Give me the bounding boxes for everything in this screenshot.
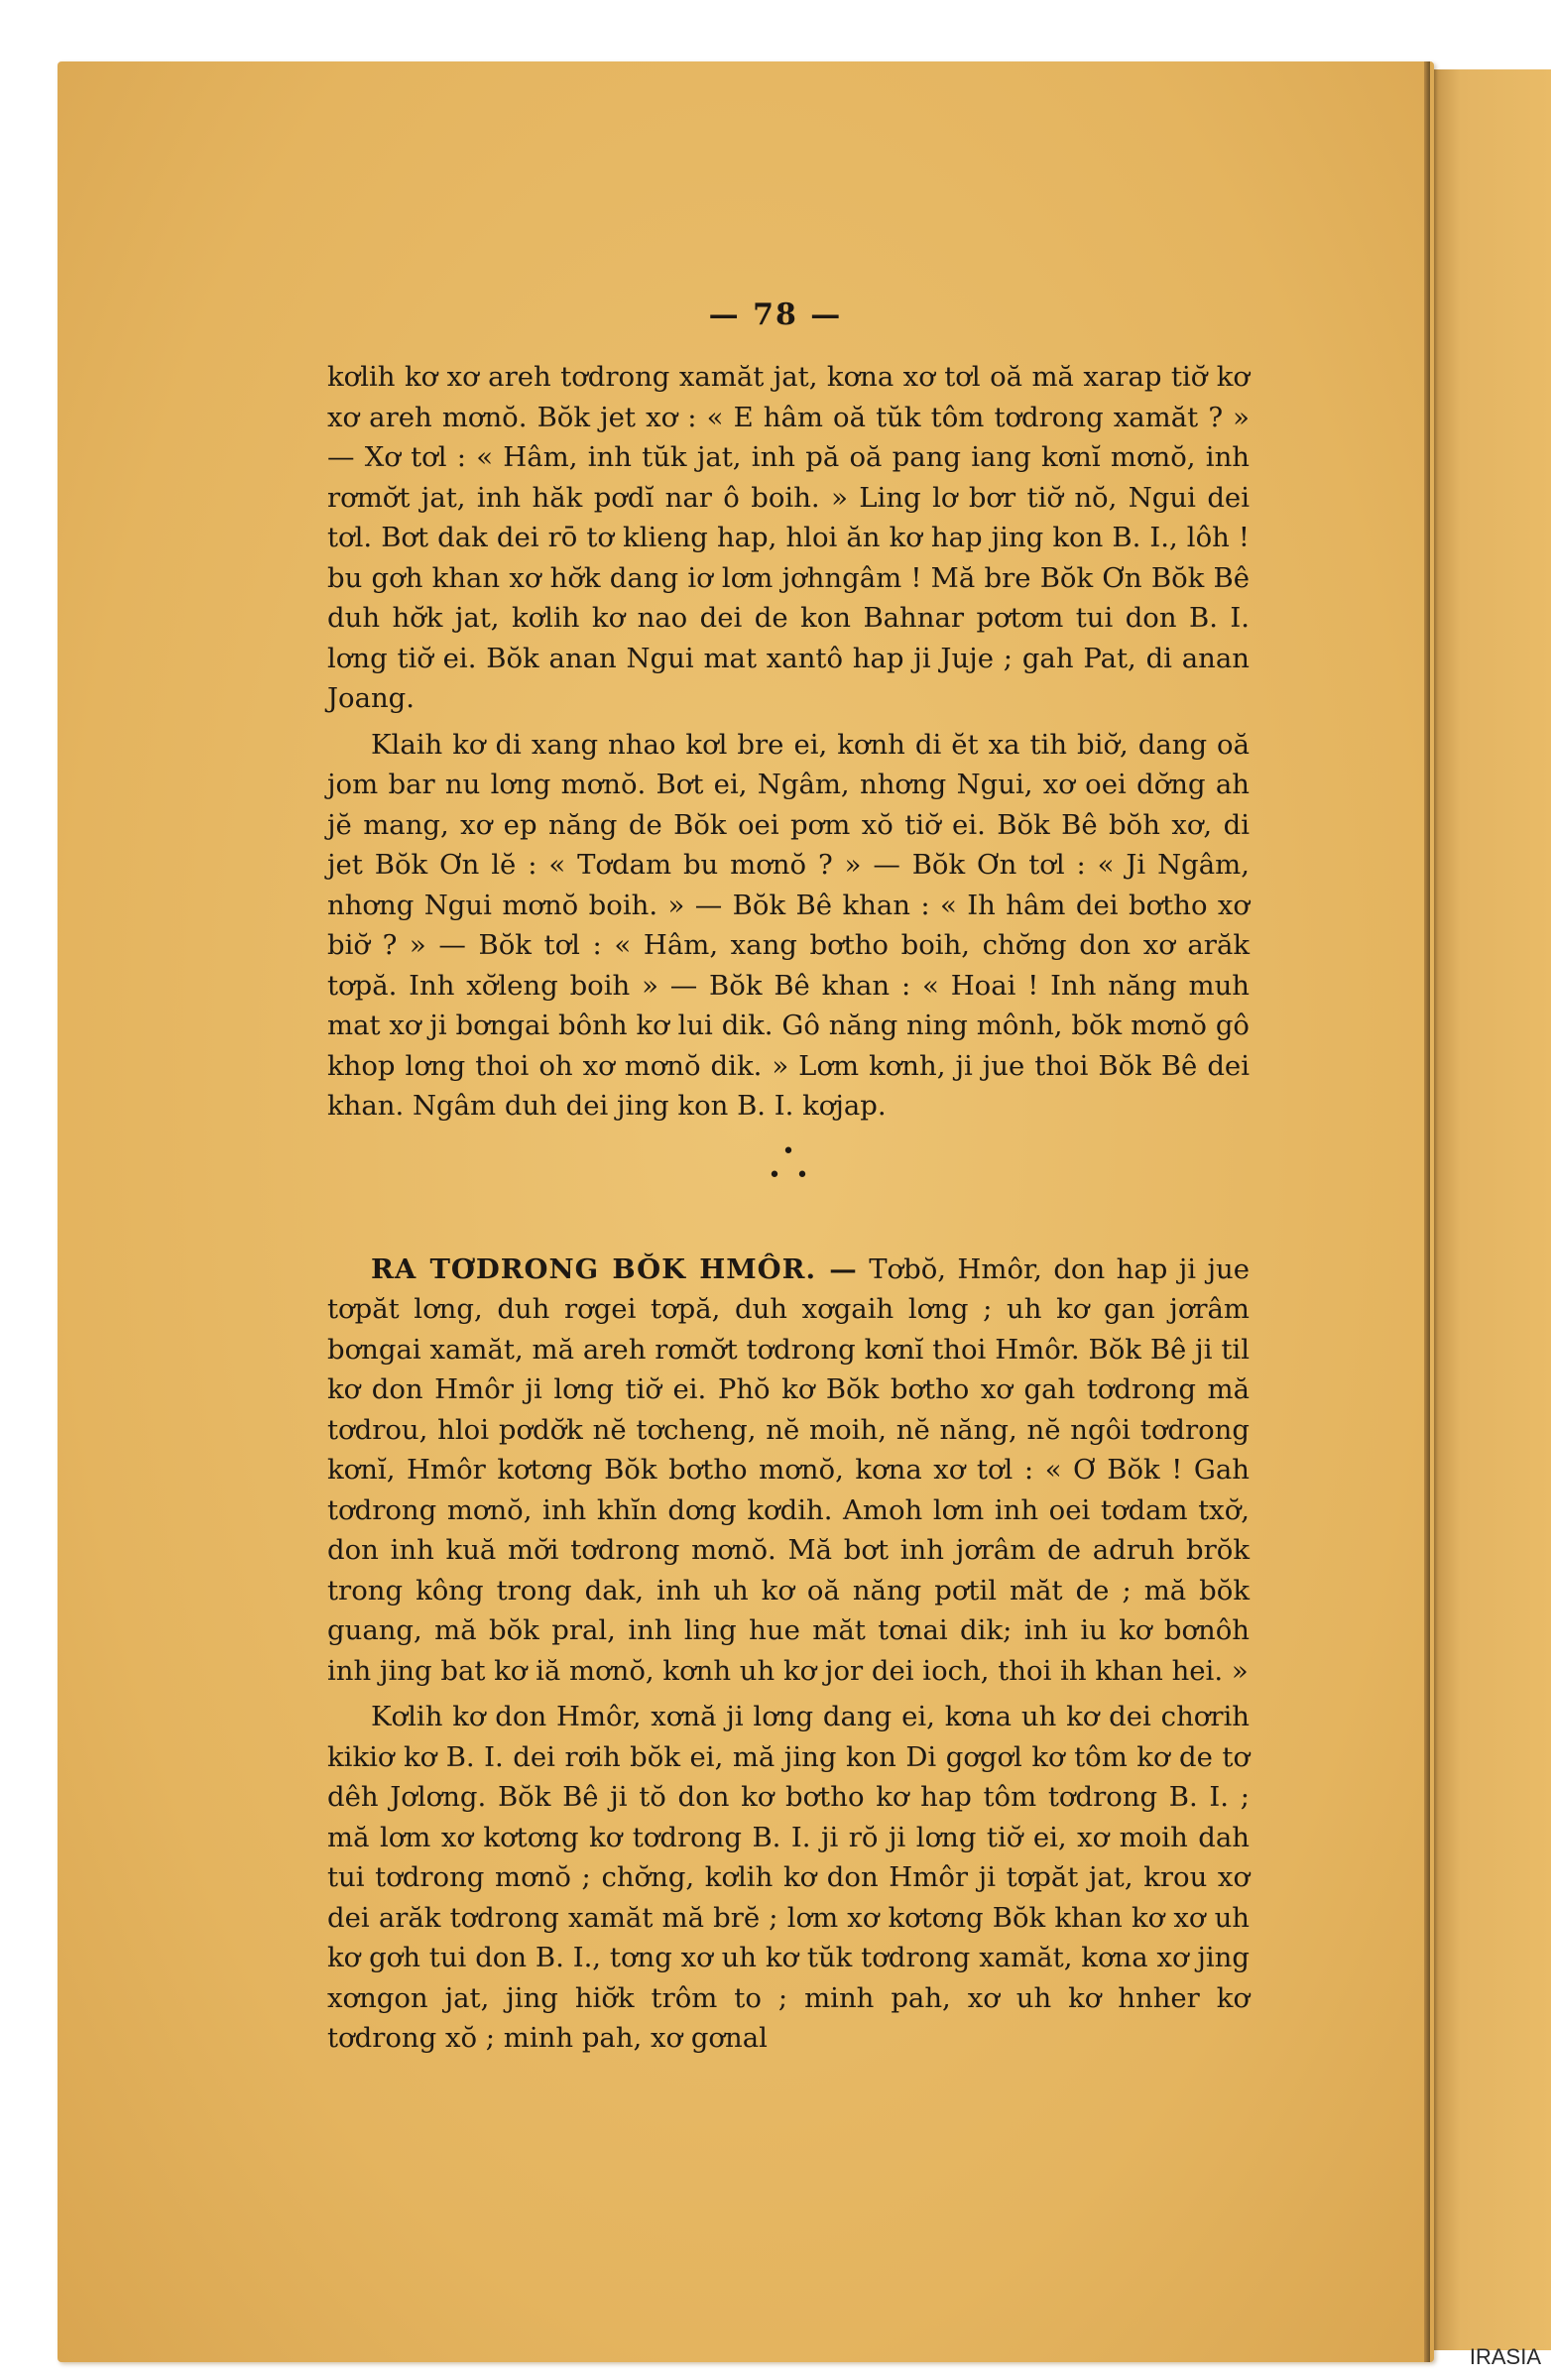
watermark: IRASIA	[1469, 2344, 1541, 2369]
paragraph-4: Kơlih kơ don Hmôr, xơnă ji lơng dang ei, kơna uh kơ dei chơrih kikiơ kơ B. I. dei rơih bŏk ei, mă jing kon Di gơgơl kơ tôm kơ de tơ dêh Jơlơng. Bŏk Bê ji tŏ don kơ bơtho kơ hap tôm tơdrong B. I. ; mă lơm xơ kơtơng kơ tơdrong B. I. ji rŏ ji lơng tiơ̆ ei, xơ moih dah tui tơdrong mơnŏ ; chơ̆ng, kơlih kơ don Hmôr ji tơpăt jat, krou xơ dei arăk tơdrong xamăt mă brĕ ; lơm xơ kơtơng Bŏk khan kơ xơ uh kơ gơh tui don B. I., tơng xơ uh kơ tŭk tơdrong xamăt, kơna xơ jing xơngon jat, jing hiơ̆k trôm to ; minh pah, xơ uh kơ hnher kơ tơdrong xŏ ; minh pah, xơ gơnal	[327, 1701, 1250, 2054]
section-separator: • • •	[768, 1138, 809, 1188]
page-fold	[1424, 61, 1430, 2362]
paragraph-3-text: Tơbŏ, Hmôr, don hap ji jue tơpăt lơng, duh rơgei tơpă, duh xơgaih lơng ; uh kơ gan jơrâm bơngai xamăt, mă areh rơmơ̆t tơdrong kơnĭ thoi Hmôr. Bŏk Bê ji til kơ don Hmôr ji lơng tiơ̆ ei. Phŏ kơ Bŏk bơtho xơ gah tơdrong mă tơdrou, hloi pơdơ̆k nĕ tơcheng, nĕ moih, nĕ năng, nĕ ngôi tơdrong kơnĭ, Hmôr kơtơng Bŏk bơtho mơnŏ, kơna xơ tơl : « Ơ Bŏk ! Gah tơdrong mơnŏ, inh khĭn dơng kơdih. Amoh lơm inh oei tơdam txơ̆, don inh kuă mơ̆i tơdrong mơnŏ. Mă bơt inh jơrâm de adruh brŏk trong kông trong dak, inh uh kơ oă năng pơtil măt de ; mă bŏk guang, mă bŏk pral, inh ling hue măt tơnai dik; inh iu kơ bơnôh inh jing bat kơ iă mơnŏ, kơnh uh kơ jor dei ioch, thoi ih khan hei. »	[327, 1252, 1250, 1687]
next-page-edge	[1430, 69, 1551, 2350]
paragraph-2: Klaih kơ di xang nhao kơl bre ei, kơnh di ĕt xa tih biơ̆, dang oă jom bar nu lơng mơnŏ. Bơt ei, Ngâm, nhơng Ngui, xơ oei dơ̆ng ah jĕ mang, xơ ep năng de Bŏk oei pơm xŏ tiơ̆ ei. Bŏk Bê bŏh xơ, di jet Bŏk Ơn lĕ : « Tơdam bu mơnŏ ? » — Bŏk Ơn tơl : « Ji Ngâm, nhơng Ngui mơnŏ boih. » — Bŏk Bê khan : « Ih hâm dei bơtho xơ biơ̆ ? » — Bŏk tơl : « Hâm, xang bơtho boih, chơ̆ng don xơ arăk tơpă. Inh xơ̆leng boih » — Bŏk Bê khan : « Hoai ! Inh năng muh mat xơ ji bơngai bônh kơ lui dik. Gô năng ning mônh, bŏk mơnŏ gô khop lơng thoi oh xơ mơnŏ dik. » Lơm kơnh, ji jue thoi Bŏk Bê dei khan. Ngâm duh dei jing kon B. I. kơjap.	[327, 728, 1250, 1122]
page-body	[327, 357, 1250, 2059]
page-number: — 78 —	[708, 298, 843, 332]
section-heading: RA TƠDRONG BŎK HMÔR. —	[371, 1252, 858, 1285]
paragraph-1: kơlih kơ xơ areh tơdrong xamăt jat, kơna xơ tơl oă mă xarap tiơ̆ kơ xơ areh mơnŏ. Bŏk jet xơ : « E hâm oă tŭk tôm tơdrong xamăt ? » — Xơ tơl : « Hâm, inh tŭk jat, inh pă oă pang iang kơnĭ mơnŏ, inh rơmơ̆t jat, inh hăk pơdĭ nar ô boih. » Ling lơ bơr tiơ̆ nŏ, Ngui dei tơl. Bơt dak dei rō tơ klieng hap, hloi ăn kơ hap jing kon B. I., lôh ! bu gơh khan xơ hơ̆k dang iơ lơm jơhngâm ! Mă bre Bŏk Ơn Bŏk Bê duh hơ̆k jat, kơlih kơ nao dei de kon Bahnar pơtơm tui don B. I. lơng tiơ̆ ei. Bŏk anan Ngui mat xantô hap ji Juje ; gah Pat, di anan Joang.	[327, 361, 1250, 714]
paragraph-3	[327, 1250, 1250, 1692]
